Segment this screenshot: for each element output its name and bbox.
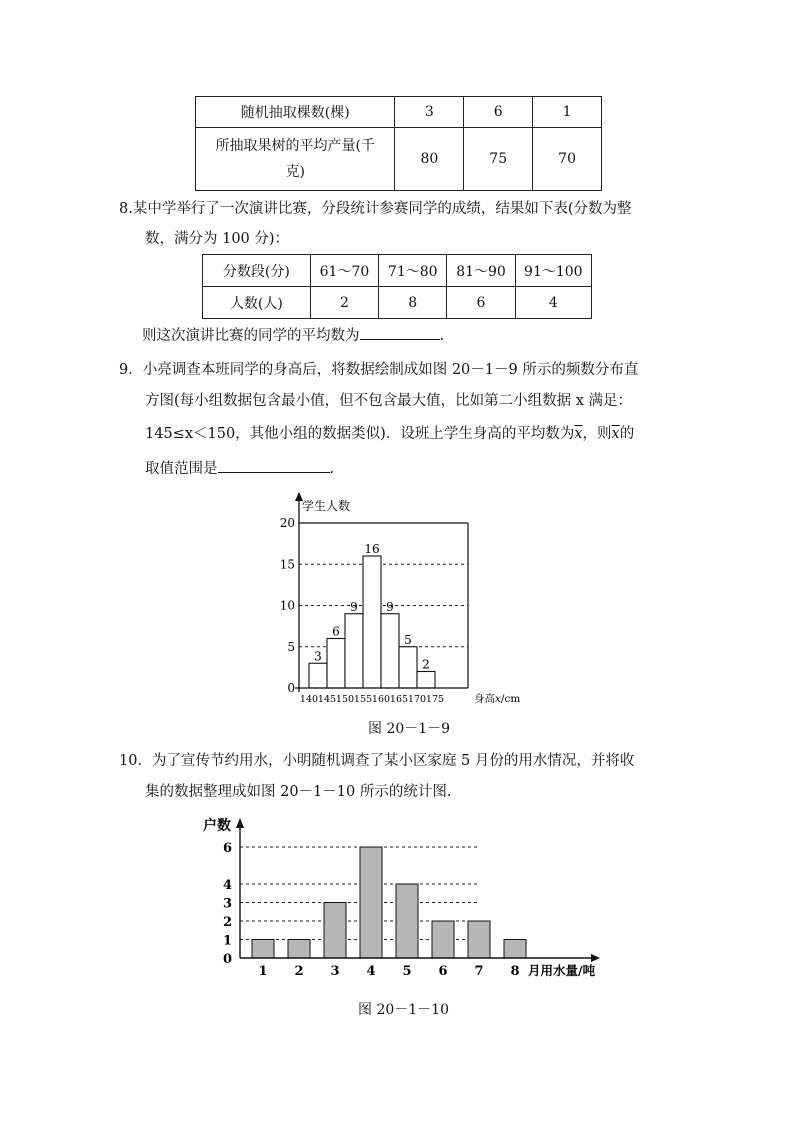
q9-line1: 9．小亮调查本班同学的身高后，将数据绘制成如图 20－1－9 所示的频数分布直 [119, 362, 639, 378]
x-tick-label: 175 [425, 694, 445, 705]
table-cell-text: 所抽取果树的平均产量(千 [215, 138, 375, 154]
y-tick-label: 10 [279, 598, 295, 613]
bar [360, 847, 382, 958]
table-cell: 人数(人) [203, 287, 311, 319]
table-cell: 1 [533, 97, 602, 128]
histogram-bar [345, 614, 363, 688]
y-axis-title: 户数 [203, 818, 231, 834]
q9-answer-blank[interactable] [218, 472, 330, 473]
y-tick-label: 0 [222, 952, 232, 967]
water-usage-bar-chart [195, 810, 615, 990]
table-cell [196, 128, 395, 191]
q10-line1: 10．为了宣传节约用水，小明随机调查了某小区家庭 5 月份的用水情况，并将收 [119, 753, 635, 769]
y-tick-label: 6 [222, 841, 232, 856]
x-tick-label: 4 [366, 964, 376, 979]
y-tick-label: 2 [222, 915, 232, 930]
score-table [202, 254, 592, 319]
y-axis-arrow [236, 818, 244, 828]
bar-value-label: 3 [314, 649, 322, 664]
x-tick-label: 5 [402, 964, 412, 979]
histogram-bar [309, 663, 327, 688]
table-cell: 2 [310, 287, 378, 319]
bar [324, 903, 346, 959]
bar [432, 921, 454, 958]
histogram-bar [399, 647, 417, 688]
x-tick-label: 1 [258, 964, 268, 979]
x-tick-label: 145 [317, 694, 337, 705]
x-axis-title: 身高x/cm [474, 693, 521, 705]
q8-line2: 数，满分为 100 分)： [145, 231, 290, 247]
bar-value-label: 6 [332, 624, 340, 639]
y-tick-label: 5 [287, 639, 295, 654]
y-tick-label: 3 [222, 896, 232, 912]
x-tick-label: 3 [330, 964, 340, 979]
y-axis-title: 学生人数 [302, 499, 351, 513]
q9-line3-text: 145≤x＜150，其他小组的数据类似)．设班上学生身高的平均数为 [145, 426, 575, 442]
histogram-bar [363, 556, 381, 688]
bar [396, 884, 418, 958]
x-axis-arrow [591, 954, 600, 962]
q9-line3 [145, 427, 634, 442]
x-tick-label: 155 [353, 694, 373, 705]
figure-caption-9: 图 20－1－9 [368, 721, 451, 737]
table-header-cell: 61～70 [310, 255, 378, 287]
x-tick-label: 6 [438, 964, 448, 979]
q9-line3-mid: ，则 [582, 426, 612, 442]
q9-line2: 方图(每小组数据包含最小值，但不包含最大值，比如第二小组数据 x 满足： [145, 393, 633, 409]
x-axis-title: 月用水量/吨 [528, 963, 596, 978]
table-cell: 4 [515, 287, 591, 319]
q8-line1: 8.某中学举行了一次演讲比赛，分段统计参赛同学的成绩，结果如下表(分数为整 [119, 201, 632, 217]
bar [504, 940, 526, 959]
table-header-cell: 71～80 [379, 255, 447, 287]
x-tick-label: 7 [474, 964, 484, 979]
q9-line4 [145, 462, 334, 477]
histogram-bar [381, 614, 399, 688]
bar-value-label: 9 [386, 599, 394, 614]
bar-value-label: 16 [364, 542, 380, 556]
bar-value-label: 2 [422, 657, 430, 672]
table-cell: 6 [464, 97, 533, 128]
x-tick-label: 8 [510, 964, 520, 979]
bar [252, 940, 274, 959]
figure-caption-10: 图 20－1－10 [358, 1002, 449, 1018]
table-cell: 3 [395, 97, 464, 128]
yield-table [195, 96, 602, 191]
q9-line3-end: 的 [619, 426, 635, 442]
q8-answer-suffix: . [439, 328, 445, 344]
table-header-cell: 分数段(分) [203, 255, 311, 287]
q9-answer-suffix: . [329, 461, 335, 477]
x-bar-symbol: $\overline{x}$ [574, 426, 583, 442]
table-header-cell: 91～100 [515, 255, 591, 287]
x-tick-label: 165 [389, 694, 409, 705]
y-tick-label: 15 [279, 557, 295, 572]
y-tick-label: 0 [287, 681, 295, 695]
y-tick-label: 4 [222, 878, 232, 893]
q10-line2: 集的数据整理成如图 20－1－10 所示的统计图. [145, 784, 452, 800]
table-cell: 8 [379, 287, 447, 319]
table-cell: 80 [395, 128, 464, 191]
q8-answer-blank[interactable] [360, 339, 440, 340]
table-header-cell: 81～90 [447, 255, 515, 287]
height-histogram [270, 488, 540, 710]
q8-answer-line [142, 329, 444, 344]
x-tick-label: 140 [299, 694, 319, 705]
q9-answer-prefix: 取值范围是 [145, 461, 218, 477]
x-tick-label: 2 [294, 964, 304, 979]
y-tick-label: 1 [222, 933, 232, 949]
bar-value-label: 9 [350, 599, 358, 614]
bar-value-label: 5 [404, 632, 412, 647]
x-tick-label: 170 [407, 694, 427, 705]
y-tick-label: 20 [279, 516, 295, 530]
histogram-bar [327, 639, 345, 689]
x-tick-label: 160 [371, 694, 391, 705]
table-cell: 随机抽取棵数(棵) [196, 97, 395, 128]
table-cell-text: 克) [285, 164, 305, 180]
bar [468, 921, 490, 958]
x-bar-symbol: $\overline{x}$ [611, 426, 620, 442]
table-cell: 6 [447, 287, 515, 319]
histogram-bar [417, 672, 435, 689]
table-cell: 70 [533, 128, 602, 191]
x-tick-label: 150 [335, 694, 355, 705]
table-cell: 75 [464, 128, 533, 191]
q8-answer-prefix: 则这次演讲比赛的同学的平均数为 [142, 328, 360, 344]
bar [288, 940, 310, 959]
